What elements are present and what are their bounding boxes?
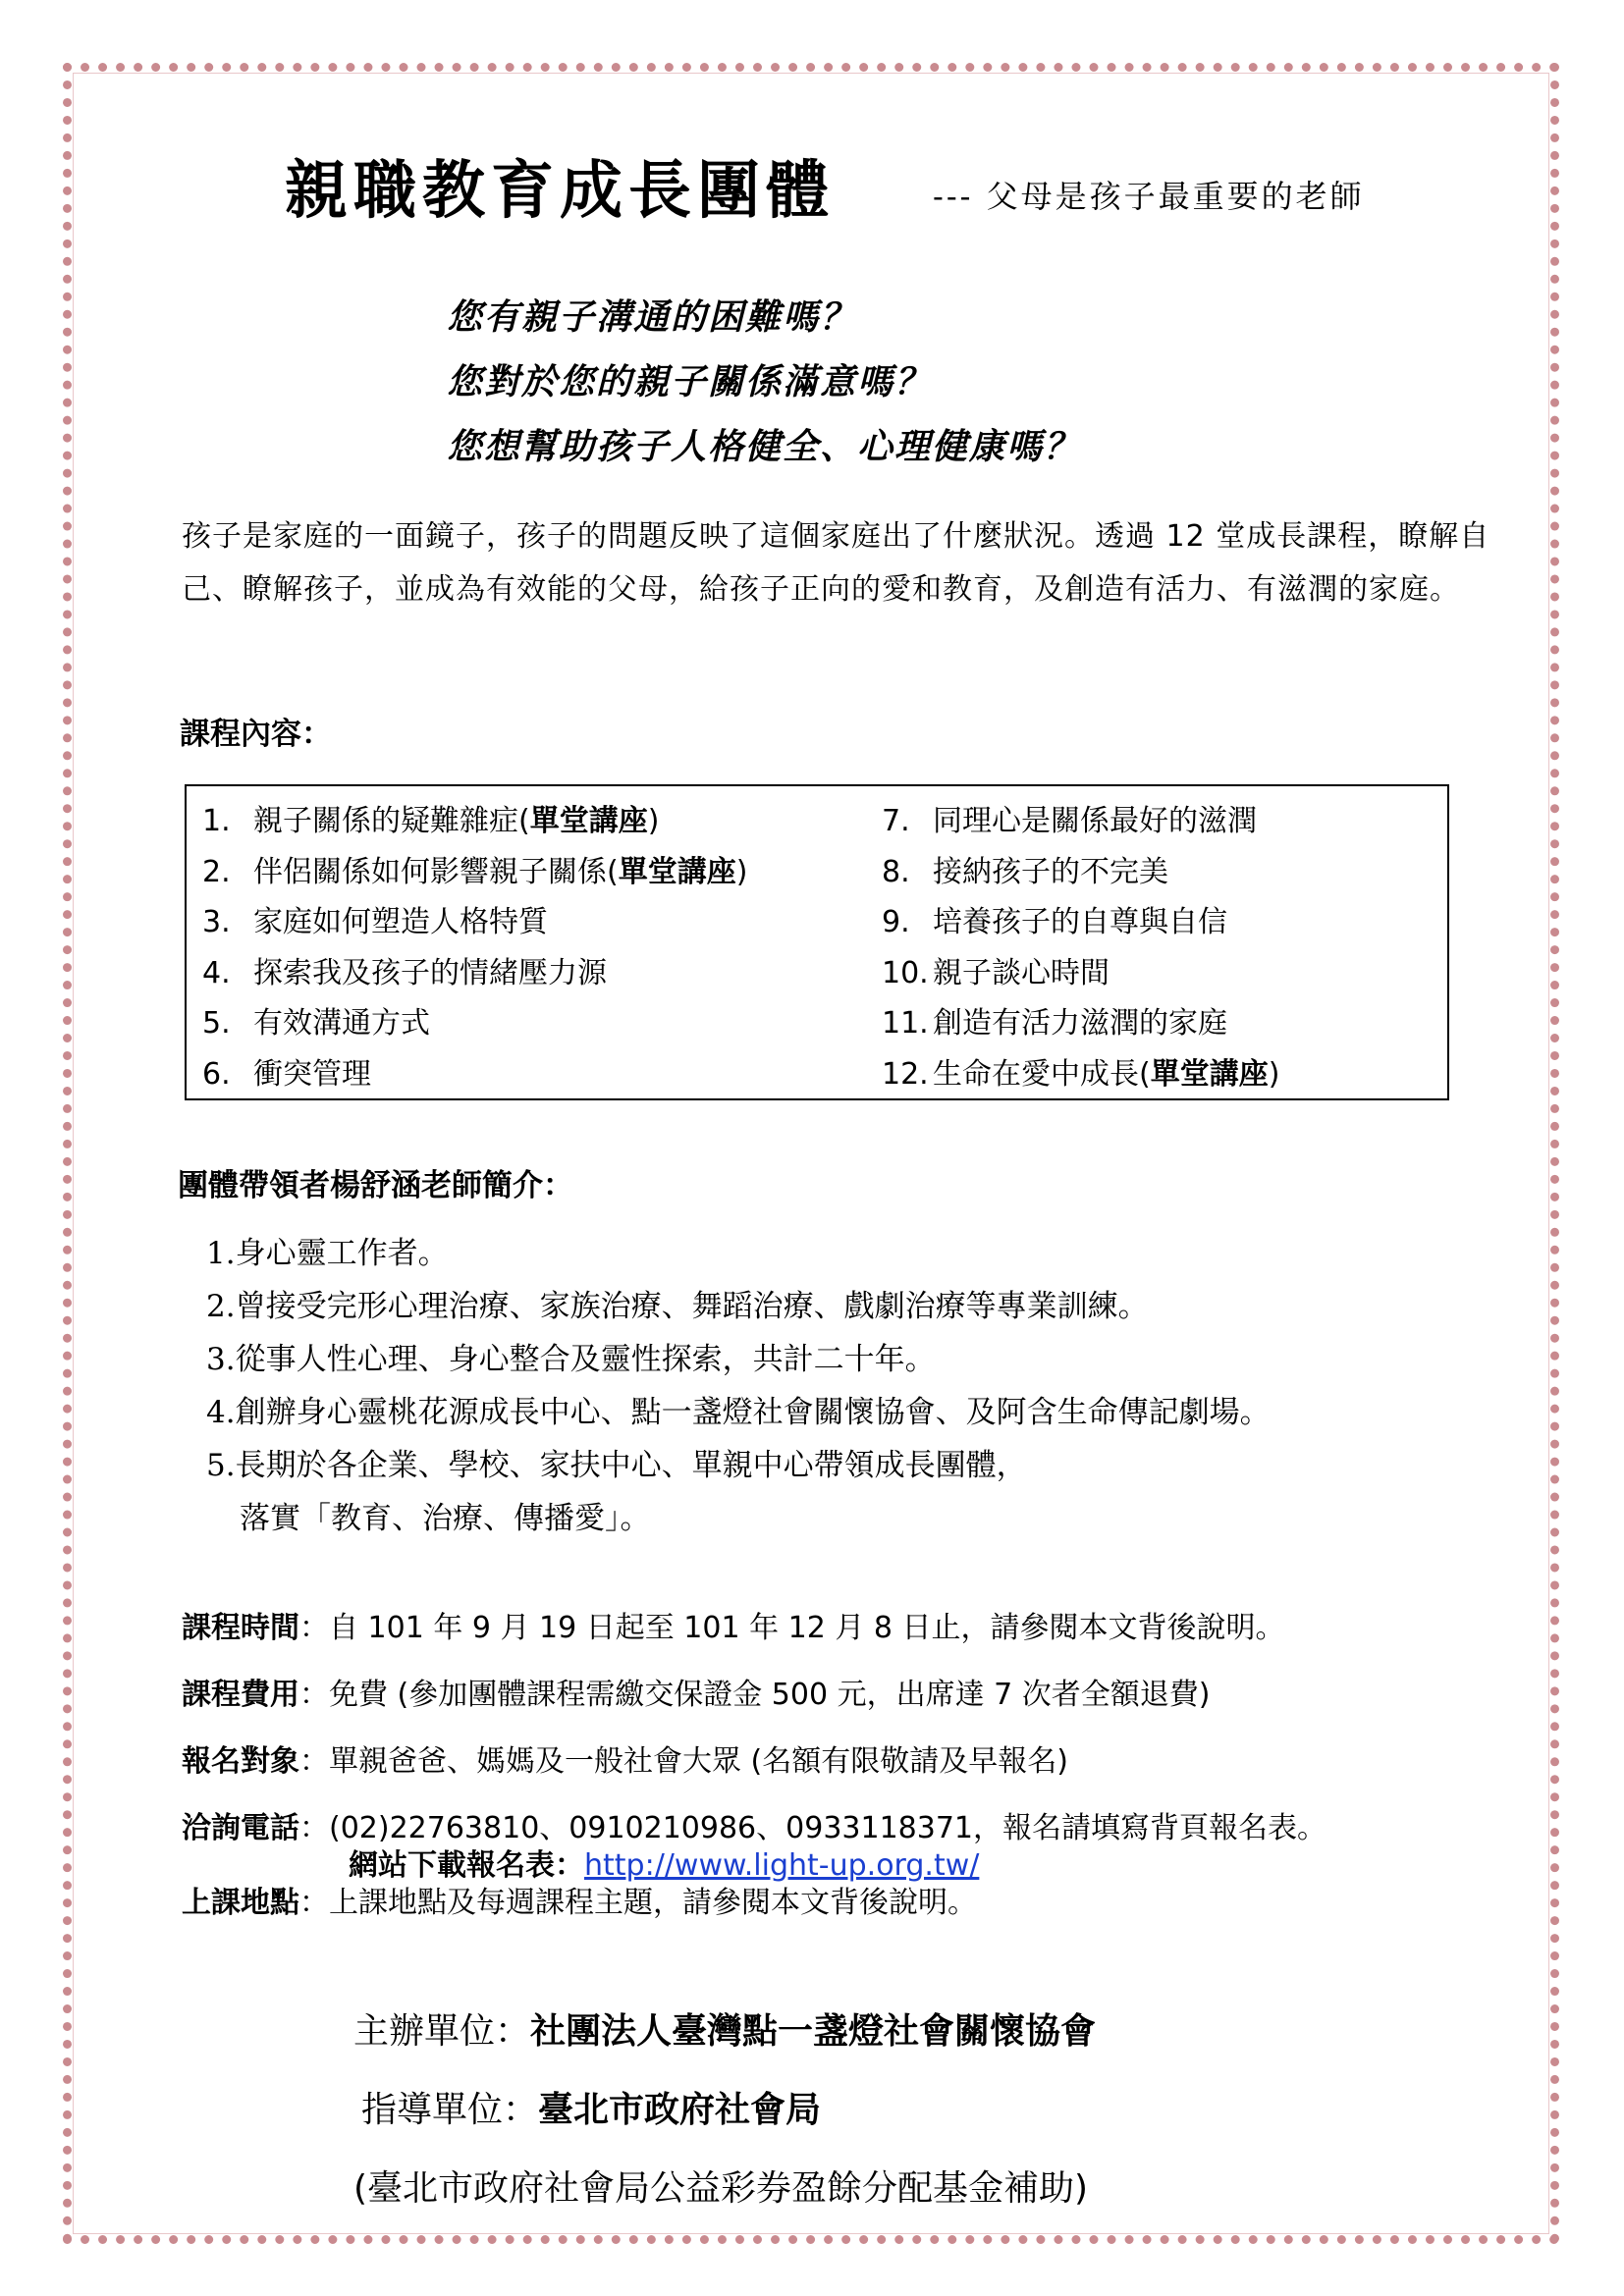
info-phone: 洽詢電話：(02)22763810、0910210986、0933118371，報名請填寫背頁報名表。 (182, 1811, 1327, 1845)
question-item: 您有親子溝通的困難嗎？ (447, 296, 858, 338)
course-item: 7. 同理心是關係最好的滋潤 (882, 804, 1257, 838)
organizers (353, 1993, 1434, 2228)
info-time: 課程時間：自 101 年 9 月 19 日起至 101 年 12 月 8 日止，請參閱本文背後說明。 (182, 1611, 1285, 1645)
organizer-host: 主辦單位：社團法人臺灣點一盞燈社會關懷協會 (353, 2011, 1097, 2052)
info-web: 網站下載報名表：http://www.light-up.org.tw/ (349, 1848, 980, 1883)
course-table (185, 784, 1449, 1100)
course-item: 10. 親子談心時間 (882, 955, 1110, 990)
course-item: 2. 伴侶關係如何影響親子關係(單堂講座) (202, 854, 748, 889)
organizer-guide: 指導單位：臺北市政府社會局 (361, 2090, 822, 2130)
course-item: 4. 探索我及孩子的情緒壓力源 (202, 955, 607, 990)
course-column-left (202, 796, 850, 1099)
leader-bio-item: 4.創辦身心靈桃花源成長中心、點一盞燈社會關懷協會、及阿含生命傳記劇場。 (206, 1395, 1271, 1430)
registration-link[interactable]: http://www.light-up.org.tw/ (584, 1848, 980, 1883)
course-item: 1. 親子關係的疑難雜症(單堂講座) (202, 804, 660, 838)
course-column-right (882, 796, 1441, 1099)
course-info (182, 1610, 1537, 1922)
title-row (285, 147, 1463, 245)
question-item: 您想幫助孩子人格健全、心理健康嗎？ (447, 426, 1082, 467)
leader-bio-item: 3.從事人性心理、身心整合及靈性探索，共計二十年。 (206, 1342, 936, 1377)
funding-note: (臺北市政府社會局公益彩券盈餘分配基金補助) (353, 2168, 1089, 2209)
intro-paragraph: 孩子是家庭的一面鏡子，孩子的問題反映了這個家庭出了什麼狀況。透過 12 堂成長課程，瞭解自己、瞭解孩子，並成為有效能的父母，給孩子正向的愛和教育，及創造有活力、有滋潤的家庭。 (182, 519, 1490, 607)
question-item: 您對於您的親子關係滿意嗎？ (447, 361, 933, 402)
leader-bio-item: 落實「教育、治療、傳播愛」。 (240, 1501, 651, 1536)
leader-heading: 團體帶領者楊舒涵老師簡介： (178, 1168, 573, 1203)
course-item: 11. 創造有活力滋潤的家庭 (882, 1006, 1227, 1041)
course-item: 9. 培養孩子的自尊與自信 (882, 905, 1227, 939)
info-place: 上課地點：上課地點及每週課程主題，請參閱本文背後說明。 (182, 1886, 977, 1920)
leader-bio-item: 5.長期於各企業、學校、家扶中心、單親中心帶領成長團體， (206, 1448, 1027, 1483)
page-subtitle: --- 父母是孩子最重要的老師 (933, 178, 1365, 215)
question-list (447, 285, 1330, 479)
info-target: 報名對象：單親爸爸、媽媽及一般社會大眾 (名額有限敬請及早報名) (182, 1744, 1068, 1779)
page-title: 親職教育成長團體 (285, 154, 835, 228)
course-heading: 課程內容： (180, 717, 332, 752)
course-item: 12. 生命在愛中成長(單堂講座) (882, 1056, 1280, 1092)
info-fee: 課程費用：免費 (參加團體課程需繳交保證金 500 元，出席達 7 次者全額退費) (182, 1678, 1211, 1712)
leader-bio-item: 1.身心靈工作者。 (206, 1236, 449, 1271)
leader-bio-list (206, 1227, 1483, 1545)
course-item: 5. 有效溝通方式 (202, 1006, 430, 1041)
course-item: 3. 家庭如何塑造人格特質 (202, 905, 548, 939)
leader-bio-item: 2.曾接受完形心理治療、家族治療、舞蹈治療、戲劇治療等專業訓練。 (206, 1289, 1149, 1324)
course-item: 6. 衝突管理 (202, 1056, 371, 1092)
course-item: 8. 接納孩子的不完美 (882, 854, 1168, 889)
